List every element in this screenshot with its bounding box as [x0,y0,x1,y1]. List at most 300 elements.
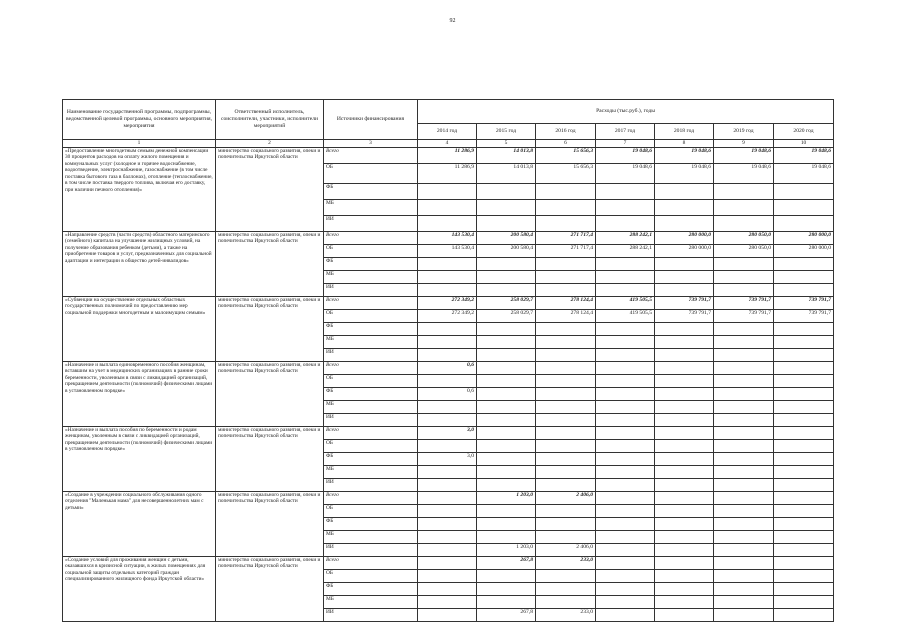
expense-value: 258 029,7 [477,310,536,323]
expense-value [536,570,596,583]
expense-value [596,349,655,362]
expense-value [596,401,655,414]
expense-value [596,271,655,284]
expense-value [774,466,834,479]
expense-value [536,596,596,609]
expense-value [714,609,774,622]
expense-value: 280 000,0 [655,232,714,245]
expense-value: 233,0 [536,609,596,622]
expense-value [477,479,536,492]
expense-value [714,271,774,284]
expense-value: 0,6 [418,388,477,401]
expense-value [596,375,655,388]
header-year: 2014 год [418,124,477,140]
expense-value [714,200,774,216]
expense-value: 0,6 [418,362,477,375]
funding-source: ФБ [324,258,418,271]
expense-value [477,284,536,297]
header-year: 2015 год [477,124,536,140]
expense-value: 739 791,7 [714,310,774,323]
header-year: 2020 год [774,124,834,140]
expense-value [418,323,477,336]
expense-value [774,427,834,440]
expense-value: 272 349,2 [418,310,477,323]
header-year: 2019 год [714,124,774,140]
expense-value [714,388,774,401]
expense-value [536,505,596,518]
expense-value [714,184,774,200]
expense-value [477,531,536,544]
expense-value [596,414,655,427]
funding-source: Всего [324,297,418,310]
expense-value [655,323,714,336]
expense-value [596,453,655,466]
funding-source: ОБ [324,570,418,583]
expense-value [477,375,536,388]
expense-value: 3,0 [418,453,477,466]
expense-value [774,518,834,531]
funding-source: ФБ [324,583,418,596]
column-number: 2 [216,140,324,148]
activity-name: «Создание в учреждении социального обслуживания одного отделения "Маленькая мама" для несовершеннолетних мам с детьми» [63,492,216,557]
activity-name: «Предоставление многодетным семьям денежной компенсации 30 процентов расходов на оплату жилого помещения и коммунальных услуг (холодное и горячее водоснабжение, водоотведение, электроснабжение, газоснабжение (в том числе поставка бытового газа в баллонах), отопление (теплоснабжение, в том числе поставка твердого топлива, включая его доставку, при наличии печного отопления)» [63,148,216,232]
expense-value: 280 050,0 [714,245,774,258]
expense-value [714,531,774,544]
expense-value [418,479,477,492]
expense-value [774,200,834,216]
expense-value [536,362,596,375]
expense-value [774,258,834,271]
expense-value [774,531,834,544]
expense-value [714,466,774,479]
header-source: Источники финансирования [324,100,418,140]
expense-value [774,544,834,557]
expense-value: 272 349,2 [418,297,477,310]
expense-value [596,216,655,232]
expense-value [655,596,714,609]
expense-value [774,570,834,583]
expense-value [774,336,834,349]
expense-value [596,323,655,336]
expense-value [774,284,834,297]
expense-value [596,492,655,505]
expense-value [714,518,774,531]
expense-value [596,609,655,622]
expense-value [596,518,655,531]
header-costs: Расходы (тыс.руб.), годы [418,100,834,124]
activity-name: «Субвенции на осуществление отдельных областных государственных полномочий по предоставлению мер социальной поддержки многодетным и малоимущим семьям» [63,297,216,362]
expense-value [418,401,477,414]
column-number: 10 [774,140,834,148]
expense-value: 1 203,0 [477,544,536,557]
expense-value: 19 048,6 [714,148,774,164]
expense-value [418,466,477,479]
responsible-executor: министерство социального развития, опеки и попечительства Иркутской области [216,362,324,427]
expense-value: 258 029,7 [477,297,536,310]
expense-value [774,216,834,232]
expense-value: 143 530,4 [418,232,477,245]
expense-value [596,200,655,216]
expense-value [774,401,834,414]
expense-value [596,466,655,479]
expense-value: 19 048,6 [774,148,834,164]
expense-value [655,184,714,200]
expense-value [418,544,477,557]
funding-source: Всего [324,232,418,245]
table-row [63,557,834,570]
column-number: 9 [714,140,774,148]
expense-value: 19 048,6 [655,148,714,164]
expense-value [655,216,714,232]
expense-value [774,505,834,518]
expense-value [477,336,536,349]
expense-value [418,414,477,427]
expense-value [536,453,596,466]
expense-value [536,531,596,544]
header-year: 2016 год [536,124,596,140]
expense-value [418,336,477,349]
funding-source: ОБ [324,310,418,323]
expense-value [418,596,477,609]
expense-value [418,505,477,518]
expense-value [774,596,834,609]
expense-value [655,336,714,349]
expense-value [655,375,714,388]
expense-value [477,440,536,453]
funding-source: МБ [324,271,418,284]
expense-value: 14 013,8 [477,148,536,164]
expense-value: 280 000,0 [774,232,834,245]
expense-value [536,200,596,216]
funding-source: ФБ [324,323,418,336]
expense-value [655,505,714,518]
column-number: 8 [655,140,714,148]
expense-value [477,271,536,284]
expense-value [774,609,834,622]
expense-value: 11 286,9 [418,164,477,184]
responsible-executor: министерство социального развития, опеки и попечительства Иркутской области [216,492,324,557]
funding-source: ОБ [324,505,418,518]
expense-value [774,323,834,336]
expense-value [418,375,477,388]
expense-value [655,388,714,401]
expense-value [536,583,596,596]
expense-value [714,336,774,349]
expense-value: 280 000,0 [655,245,714,258]
funding-source: ФБ [324,453,418,466]
expense-value: 267,8 [477,609,536,622]
expense-value [714,414,774,427]
expense-value [774,492,834,505]
budget-table [62,99,834,622]
expense-value [596,557,655,570]
expense-value [596,184,655,200]
header-name: Наименование государственной программы, подпрограммы, ведомственной целевой программы, основного мероприятия, мероприятия [63,100,216,140]
expense-value [596,427,655,440]
expense-value [655,544,714,557]
expense-value [418,583,477,596]
expense-value [774,479,834,492]
expense-value [655,583,714,596]
expense-value: 739 791,7 [655,310,714,323]
funding-source: Всего [324,362,418,375]
expense-value [536,466,596,479]
expense-value: 739 791,7 [714,297,774,310]
activity-name: «Направление средств (части средств) областного материнского (семейного) капитала на улучшение жилищных условий, на получение образования ребенком (детьми), а также на приобретение товаров и услуг, предназначенных для социальной адаптации и интеграции в общество детей-инвалидов» [63,232,216,297]
table-row [63,232,834,245]
expense-value [477,200,536,216]
funding-source: ИИ [324,544,418,557]
expense-value: 19 048,6 [596,148,655,164]
expense-value: 15 656,3 [536,148,596,164]
responsible-executor: министерство социального развития, опеки и попечительства Иркутской области [216,148,324,232]
funding-source: Всего [324,148,418,164]
expense-value [714,427,774,440]
expense-value: 2 406,0 [536,544,596,557]
expense-value [714,323,774,336]
expense-value [596,479,655,492]
expense-value [418,271,477,284]
expense-value [596,440,655,453]
expense-value [596,362,655,375]
expense-value [477,362,536,375]
expense-value [418,200,477,216]
expense-value [477,466,536,479]
expense-value: 739 791,7 [774,310,834,323]
expense-value [714,375,774,388]
expense-value [774,583,834,596]
expense-value [536,323,596,336]
funding-source: ИИ [324,284,418,297]
funding-source: ОБ [324,245,418,258]
expense-value [714,596,774,609]
expense-value [536,258,596,271]
funding-source: МБ [324,531,418,544]
expense-value [774,271,834,284]
expense-value [655,200,714,216]
header-year: 2018 год [655,124,714,140]
expense-value [536,388,596,401]
expense-value [536,184,596,200]
expense-value: 143 530,4 [418,245,477,258]
expense-value [477,349,536,362]
expense-value [774,184,834,200]
funding-source: ФБ [324,518,418,531]
expense-value: 3,0 [418,427,477,440]
funding-source: МБ [324,466,418,479]
expense-value: 739 791,7 [655,297,714,310]
expense-value [714,492,774,505]
expense-value [596,544,655,557]
expense-value [596,583,655,596]
expense-value: 11 286,9 [418,148,477,164]
expense-value [477,518,536,531]
funding-source: ФБ [324,184,418,200]
column-number: 7 [596,140,655,148]
expense-value [714,258,774,271]
column-number: 5 [477,140,536,148]
expense-value: 271 717,4 [536,245,596,258]
expense-value [714,349,774,362]
expense-value [774,375,834,388]
expense-value [596,336,655,349]
expense-value [536,336,596,349]
column-number: 3 [324,140,418,148]
expense-value [714,362,774,375]
expense-value: 19 048,6 [655,164,714,184]
expense-value: 19 048,6 [596,164,655,184]
expense-value [655,440,714,453]
expense-value [774,453,834,466]
responsible-executor: министерство социального развития, опеки и попечительства Иркутской области [216,232,324,297]
expense-value: 271 717,4 [536,232,596,245]
expense-value: 233,0 [536,557,596,570]
expense-value [477,427,536,440]
funding-source: ОБ [324,164,418,184]
expense-value [418,557,477,570]
activity-name: «Назначение и выплата пособия по беременности и родам женщинам, уволенным в связи с ликвидацией организаций, прекращением деятельности (полномочий) физическими лицами в установленном порядке» [63,427,216,492]
expense-value: 200 580,4 [477,232,536,245]
expense-value [418,216,477,232]
expense-value [714,440,774,453]
expense-value [418,349,477,362]
expense-value [714,479,774,492]
expense-value [714,570,774,583]
expense-value [596,284,655,297]
expense-value [477,388,536,401]
responsible-executor: министерство социального развития, опеки и попечительства Иркутской области [216,427,324,492]
expense-value [655,492,714,505]
expense-value [714,453,774,466]
expense-value [714,401,774,414]
funding-source: ИИ [324,216,418,232]
expense-value [655,362,714,375]
expense-value: 280 000,0 [774,245,834,258]
expense-value [418,184,477,200]
page-number: 92 [449,18,456,24]
expense-value [536,349,596,362]
expense-value: 267,8 [477,557,536,570]
expense-value: 200 580,4 [477,245,536,258]
expense-value [714,544,774,557]
expense-value [477,323,536,336]
expense-value [655,570,714,583]
expense-value [774,557,834,570]
expense-value [477,505,536,518]
expense-value: 19 048,6 [714,164,774,184]
funding-source: МБ [324,200,418,216]
expense-value: 278 124,4 [536,297,596,310]
expense-value [418,284,477,297]
expense-value [655,401,714,414]
expense-value [536,375,596,388]
funding-source: ИИ [324,414,418,427]
funding-source: ОБ [324,440,418,453]
expense-value [655,414,714,427]
activity-name: «Назначение и выплата единовременного пособия женщинам, вставшим на учет в медицинских организациях в ранние сроки беременности, уволенным в связи с ликвидацией организаций, прекращением деятельности (полномочий) физическими лицами в установленном порядке» [63,362,216,427]
funding-source: ОБ [324,375,418,388]
expense-value [536,271,596,284]
table-row [63,362,834,375]
funding-source: ИИ [324,479,418,492]
expense-value [714,557,774,570]
expense-value [536,440,596,453]
expense-value [418,518,477,531]
expense-value: 1 203,0 [477,492,536,505]
table-row [63,297,834,310]
expense-value [774,414,834,427]
expense-value [655,518,714,531]
funding-source: Всего [324,557,418,570]
funding-source: Всего [324,492,418,505]
expense-value [596,505,655,518]
expense-value [655,258,714,271]
expense-value [774,349,834,362]
expense-value [536,427,596,440]
expense-value [655,271,714,284]
expense-value [655,427,714,440]
expense-value [774,388,834,401]
expense-value: 419 505,5 [596,297,655,310]
expense-value [774,362,834,375]
expense-value [418,531,477,544]
expense-value [418,609,477,622]
funding-source: ФБ [324,388,418,401]
expense-value [418,440,477,453]
table-body [63,148,834,622]
expense-value [418,492,477,505]
funding-source: МБ [324,401,418,414]
expense-value [477,184,536,200]
expense-value [655,557,714,570]
expense-value [596,596,655,609]
expense-value: 288 242,1 [596,245,655,258]
expense-value [714,505,774,518]
table-row [63,148,834,164]
table-row [63,492,834,505]
expense-value [714,583,774,596]
expense-value: 19 048,6 [774,164,834,184]
funding-source: МБ [324,336,418,349]
expense-value [596,570,655,583]
expense-value [536,284,596,297]
expense-value: 2 406,0 [536,492,596,505]
expense-value [477,570,536,583]
expense-value [536,414,596,427]
expense-value [536,518,596,531]
expense-value [774,440,834,453]
expense-value [477,596,536,609]
expense-value [418,258,477,271]
expense-value [655,531,714,544]
expense-value [596,531,655,544]
expense-value [655,284,714,297]
header-numbers-row [63,140,834,148]
expense-value [536,216,596,232]
expense-value [655,479,714,492]
expense-value [655,453,714,466]
expense-value [596,258,655,271]
column-number: 6 [536,140,596,148]
expense-value: 14 013,8 [477,164,536,184]
funding-source: МБ [324,596,418,609]
responsible-executor: министерство социального развития, опеки и попечительства Иркутской области [216,557,324,622]
column-number: 1 [63,140,216,148]
expense-value [655,466,714,479]
expense-value [418,570,477,583]
header-responsible: Ответственный исполнитель, соисполнители, участники, исполнители мероприятий [216,100,324,140]
expense-value [655,349,714,362]
